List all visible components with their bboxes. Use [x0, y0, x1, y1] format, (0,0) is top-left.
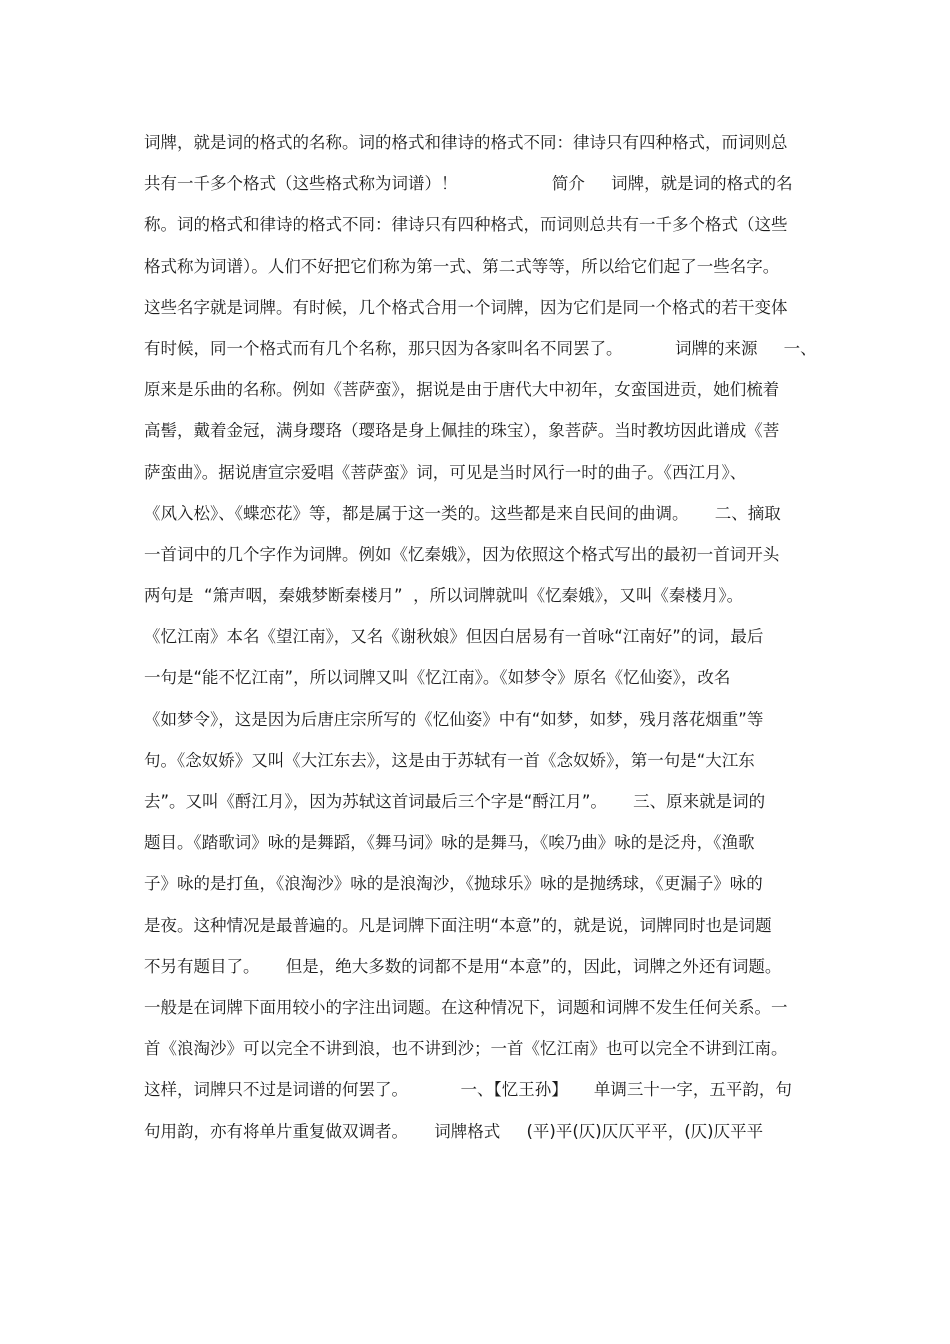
text-line: 原来是乐曲的名称。例如《菩萨蛮》，据说是由于唐代大中初年，女蛮国进贡，她们梳着: [144, 380, 780, 400]
text-line: 一句是“能不忆江南”，所以词牌又叫《忆江南》。《如梦令》原名《忆仙姿》，改名: [144, 668, 731, 688]
text-line: 一般是在词牌下面用较小的字注出词题。在这种情况下，词题和词牌不发生任何关系。一: [144, 997, 788, 1017]
text-line: 这些名字就是词牌。有时候，几个格式合用一个词牌，因为它们是同一个格式的若干变体: [144, 297, 788, 317]
text-line: 是夜。这种情况是最普遍的。凡是词牌下面注明“本意”的，就是说，词牌同时也是词题: [144, 915, 772, 935]
text-line: 称。词的格式和律诗的格式不同：律诗只有四种格式，而词则总共有一千多个格式（这些: [144, 215, 788, 235]
text-line: 两句是 “箫声咽，秦娥梦断秦楼月” ，所以词牌就叫《忆秦娥》，又叫《秦楼月》。: [144, 586, 744, 606]
text-line: 句用韵，亦有将单片重复做双调者。 词牌格式 (平)平(仄)仄仄平平，(仄)仄平平: [144, 1121, 764, 1141]
text-line: 《风入松》、《蝶恋花》等，都是属于这一类的。这些都是来自民间的曲调。 二、摘取: [144, 503, 781, 523]
text-line: 萨蛮曲》。据说唐宣宗爱唱《菩萨蛮》词，可见是当时风行一时的曲子。《西江月》、: [144, 462, 747, 482]
text-line: 有时候，同一个格式而有几个名称，那只因为各家叫名不同罢了。 词牌的来源 一、: [144, 338, 817, 358]
text-line: 一首词中的几个字作为词牌。例如《忆秦娥》，因为依照这个格式写出的最初一首词开头: [144, 544, 780, 564]
text-line: 这样，词牌只不过是词谱的何罢了。 一、【忆王孙】 单调三十一字，五平韵，句: [144, 1080, 792, 1100]
text-line: 《忆江南》本名《望江南》，又名《谢秋娘》但因白居易有一首咏“江南好”的词，最后: [144, 627, 764, 647]
text-line: 子》咏的是打鱼，《浪淘沙》咏的是浪淘沙，《抛球乐》咏的是抛绣球，《更漏子》咏的: [144, 874, 763, 894]
text-line: 题目。《踏歌词》咏的是舞蹈，《舞马词》咏的是舞马，《唉乃曲》咏的是泛舟，《渔歌: [144, 833, 755, 853]
text-line: 句。《念奴娇》又叫《大江东去》，这是由于苏轼有一首《念奴娇》，第一句是“大江东: [144, 750, 755, 770]
text-line: 词牌，就是词的格式的名称。词的格式和律诗的格式不同：律诗只有四种格式，而词则总: [144, 133, 788, 152]
text-line: 高髻，戴着金冠，满身璎珞（璎珞是身上佩挂的珠宝），象菩萨。当时教坊因此谱成《菩: [144, 421, 780, 441]
body-text: [144, 122, 824, 1152]
text-line: 首《浪淘沙》可以完全不讲到浪，也不讲到沙；一首《忆江南》也可以完全不讲到江南。: [144, 1039, 788, 1059]
text-line: 格式称为词谱）。人们不好把它们称为第一式、第二式等等，所以给它们起了一些名字。: [144, 256, 780, 276]
text-line: 共有一千多个格式（这些格式称为词谱）！ 简介 词牌，就是词的格式的名: [144, 174, 793, 194]
text-line: 去”。又叫《酹江月》，因为苏轼这首词最后三个字是“酹江月”。 三、原来就是词的: [144, 792, 766, 811]
text-line: 《如梦令》，这是因为后唐庄宗所写的《忆仙姿》中有“如梦，如梦，残月落花烟重”等: [144, 709, 764, 729]
text-line: 不另有题目了。 但是，绝大多数的词都不是用“本意”的，因此，词牌之外还有词题。: [144, 956, 782, 976]
